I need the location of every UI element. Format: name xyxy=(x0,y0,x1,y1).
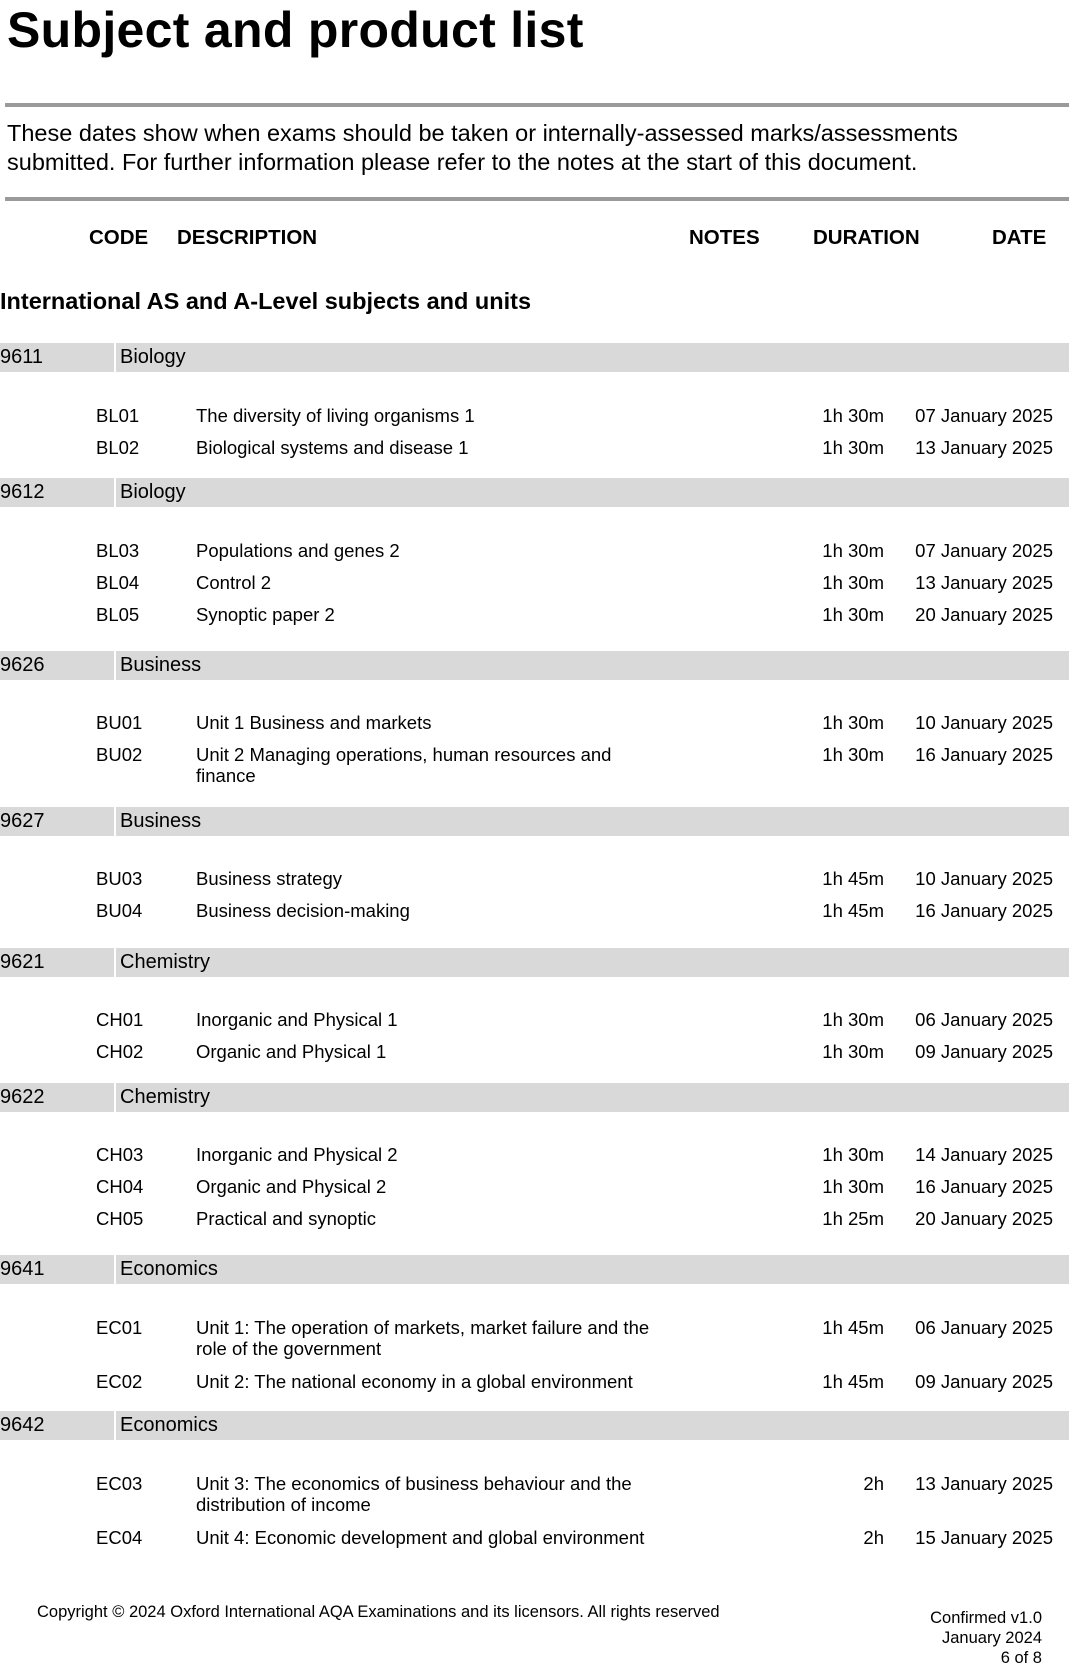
unit-code: BU04 xyxy=(96,900,143,921)
subject-divider xyxy=(114,807,116,836)
unit-description: Practical and synoptic xyxy=(196,1208,376,1229)
subject-code: 9626 xyxy=(0,654,45,676)
unit-date: 15 January 2025 xyxy=(915,1527,1053,1548)
unit-date: 20 January 2025 xyxy=(915,1208,1053,1229)
unit-date: 16 January 2025 xyxy=(915,1176,1053,1197)
unit-duration: 1h 45m xyxy=(822,1317,884,1338)
subject-name: Chemistry xyxy=(120,951,211,973)
unit-date: 06 January 2025 xyxy=(915,1317,1053,1338)
column-header-description: DESCRIPTION xyxy=(177,226,318,249)
unit-code: BU01 xyxy=(96,712,143,733)
subject-row xyxy=(0,1083,1069,1112)
subject-name: Biology xyxy=(120,481,186,503)
unit-date: 06 January 2025 xyxy=(915,1009,1053,1030)
copyright-notice: Copyright © 2024 Oxford International AQA Examinations and its licensors. All rights reserved xyxy=(37,1603,720,1621)
unit-duration: 1h 30m xyxy=(822,437,884,458)
unit-code: BL02 xyxy=(96,437,140,458)
subject-divider xyxy=(114,651,116,680)
unit-description: Populations and genes 2 xyxy=(196,540,400,561)
unit-description: The diversity of living organisms 1 xyxy=(196,405,475,426)
subject-code: 9622 xyxy=(0,1086,45,1108)
subject-row xyxy=(0,948,1069,977)
unit-duration: 1h 25m xyxy=(822,1208,884,1229)
unit-duration: 1h 45m xyxy=(822,1371,884,1392)
subject-code: 9641 xyxy=(0,1258,45,1280)
status-version: Confirmed v1.0 xyxy=(930,1609,1042,1627)
subject-name: Biology xyxy=(120,346,186,368)
unit-duration: 1h 30m xyxy=(822,540,884,561)
column-header-duration: DURATION xyxy=(813,226,920,249)
unit-code: CH04 xyxy=(96,1176,144,1197)
unit-code: BL01 xyxy=(96,405,140,426)
unit-duration: 1h 30m xyxy=(822,1041,884,1062)
subject-divider xyxy=(114,1083,116,1112)
unit-duration: 1h 30m xyxy=(822,604,884,625)
unit-description: Unit 1: The operation of markets, market failure and the role of the government xyxy=(196,1317,650,1359)
unit-date: 16 January 2025 xyxy=(915,744,1053,765)
unit-code: EC03 xyxy=(96,1473,143,1494)
unit-description: Inorganic and Physical 1 xyxy=(196,1009,398,1030)
header-divider xyxy=(5,197,1069,201)
unit-description: Inorganic and Physical 2 xyxy=(196,1144,398,1165)
unit-code: BL04 xyxy=(96,572,140,593)
status-date: January 2024 xyxy=(942,1629,1042,1647)
unit-duration: 1h 30m xyxy=(822,405,884,426)
unit-description: Business strategy xyxy=(196,868,343,889)
top-divider xyxy=(5,103,1069,107)
subject-row xyxy=(0,651,1069,680)
subject-name: Chemistry xyxy=(120,1086,211,1108)
unit-description: Business decision-making xyxy=(196,900,410,921)
unit-description: Organic and Physical 2 xyxy=(196,1176,387,1197)
unit-code: BU03 xyxy=(96,868,143,889)
unit-date: 07 January 2025 xyxy=(915,540,1053,561)
unit-duration: 2h xyxy=(863,1473,884,1494)
unit-description: Organic and Physical 1 xyxy=(196,1041,387,1062)
unit-code: BL03 xyxy=(96,540,140,561)
unit-description: Unit 1 Business and markets xyxy=(196,712,432,733)
unit-duration: 1h 45m xyxy=(822,900,884,921)
intro-text: These dates show when exams should be taken or internally-assessed marks/assessments submitted. For further information please refer to the notes at the start of this document. xyxy=(7,120,958,175)
unit-duration: 1h 30m xyxy=(822,1144,884,1165)
unit-duration: 1h 30m xyxy=(822,744,884,765)
unit-date: 07 January 2025 xyxy=(915,405,1053,426)
unit-date: 09 January 2025 xyxy=(915,1041,1053,1062)
subject-divider xyxy=(114,343,116,372)
unit-date: 14 January 2025 xyxy=(915,1144,1053,1165)
subject-code: 9611 xyxy=(0,346,44,368)
subject-code: 9627 xyxy=(0,810,45,832)
subject-name: Business xyxy=(120,810,202,832)
unit-description: Synoptic paper 2 xyxy=(196,604,335,625)
subject-code: 9612 xyxy=(0,481,45,503)
subject-row xyxy=(0,807,1069,836)
unit-date: 10 January 2025 xyxy=(915,868,1053,889)
subject-name: Business xyxy=(120,654,202,676)
subject-row xyxy=(0,1255,1069,1284)
unit-date: 13 January 2025 xyxy=(915,1473,1053,1494)
unit-code: BL05 xyxy=(96,604,140,625)
subject-divider xyxy=(114,1411,116,1440)
unit-date: 09 January 2025 xyxy=(915,1371,1053,1392)
subject-row xyxy=(0,1411,1069,1440)
unit-duration: 1h 30m xyxy=(822,1009,884,1030)
unit-code: CH03 xyxy=(96,1144,144,1165)
unit-description: Unit 2 Managing operations, human resources and finance xyxy=(196,744,612,786)
unit-date: 20 January 2025 xyxy=(915,604,1053,625)
unit-date: 13 January 2025 xyxy=(915,437,1053,458)
column-header-date: DATE xyxy=(992,226,1047,249)
unit-description: Unit 4: Economic development and global environment xyxy=(196,1527,645,1548)
unit-description: Unit 2: The national economy in a global environment xyxy=(196,1371,633,1392)
unit-duration: 1h 45m xyxy=(822,868,884,889)
subject-name: Economics xyxy=(120,1414,218,1436)
unit-duration: 1h 30m xyxy=(822,572,884,593)
subject-code: 9642 xyxy=(0,1414,45,1436)
subject-row xyxy=(0,343,1069,372)
document-status xyxy=(930,1608,1042,1668)
column-header-notes: NOTES xyxy=(689,226,760,249)
unit-code: EC04 xyxy=(96,1527,143,1548)
page-title: Subject and product list xyxy=(7,2,584,58)
subject-name: Economics xyxy=(120,1258,218,1280)
unit-code: CH02 xyxy=(96,1041,144,1062)
unit-date: 13 January 2025 xyxy=(915,572,1053,593)
section-title: International AS and A-Level subjects and units xyxy=(0,288,532,314)
unit-duration: 1h 30m xyxy=(822,1176,884,1197)
page-number: 6 of 8 xyxy=(1000,1649,1042,1667)
unit-code: CH01 xyxy=(96,1009,144,1030)
unit-description: Control 2 xyxy=(196,572,272,593)
unit-code: BU02 xyxy=(96,744,143,765)
unit-code: EC01 xyxy=(96,1317,143,1338)
subject-divider xyxy=(114,1255,116,1284)
unit-description: Biological systems and disease 1 xyxy=(196,437,469,458)
unit-date: 16 January 2025 xyxy=(915,900,1053,921)
unit-description: Unit 3: The economics of business behaviour and the distribution of income xyxy=(196,1473,632,1515)
subject-divider xyxy=(114,948,116,977)
unit-code: CH05 xyxy=(96,1208,144,1229)
unit-duration: 2h xyxy=(863,1527,884,1548)
unit-code: EC02 xyxy=(96,1371,143,1392)
unit-date: 10 January 2025 xyxy=(915,712,1053,733)
subject-code: 9621 xyxy=(0,951,45,973)
subject-divider xyxy=(114,478,116,507)
unit-duration: 1h 30m xyxy=(822,712,884,733)
column-header-code: CODE xyxy=(89,226,149,249)
subject-row xyxy=(0,478,1069,507)
